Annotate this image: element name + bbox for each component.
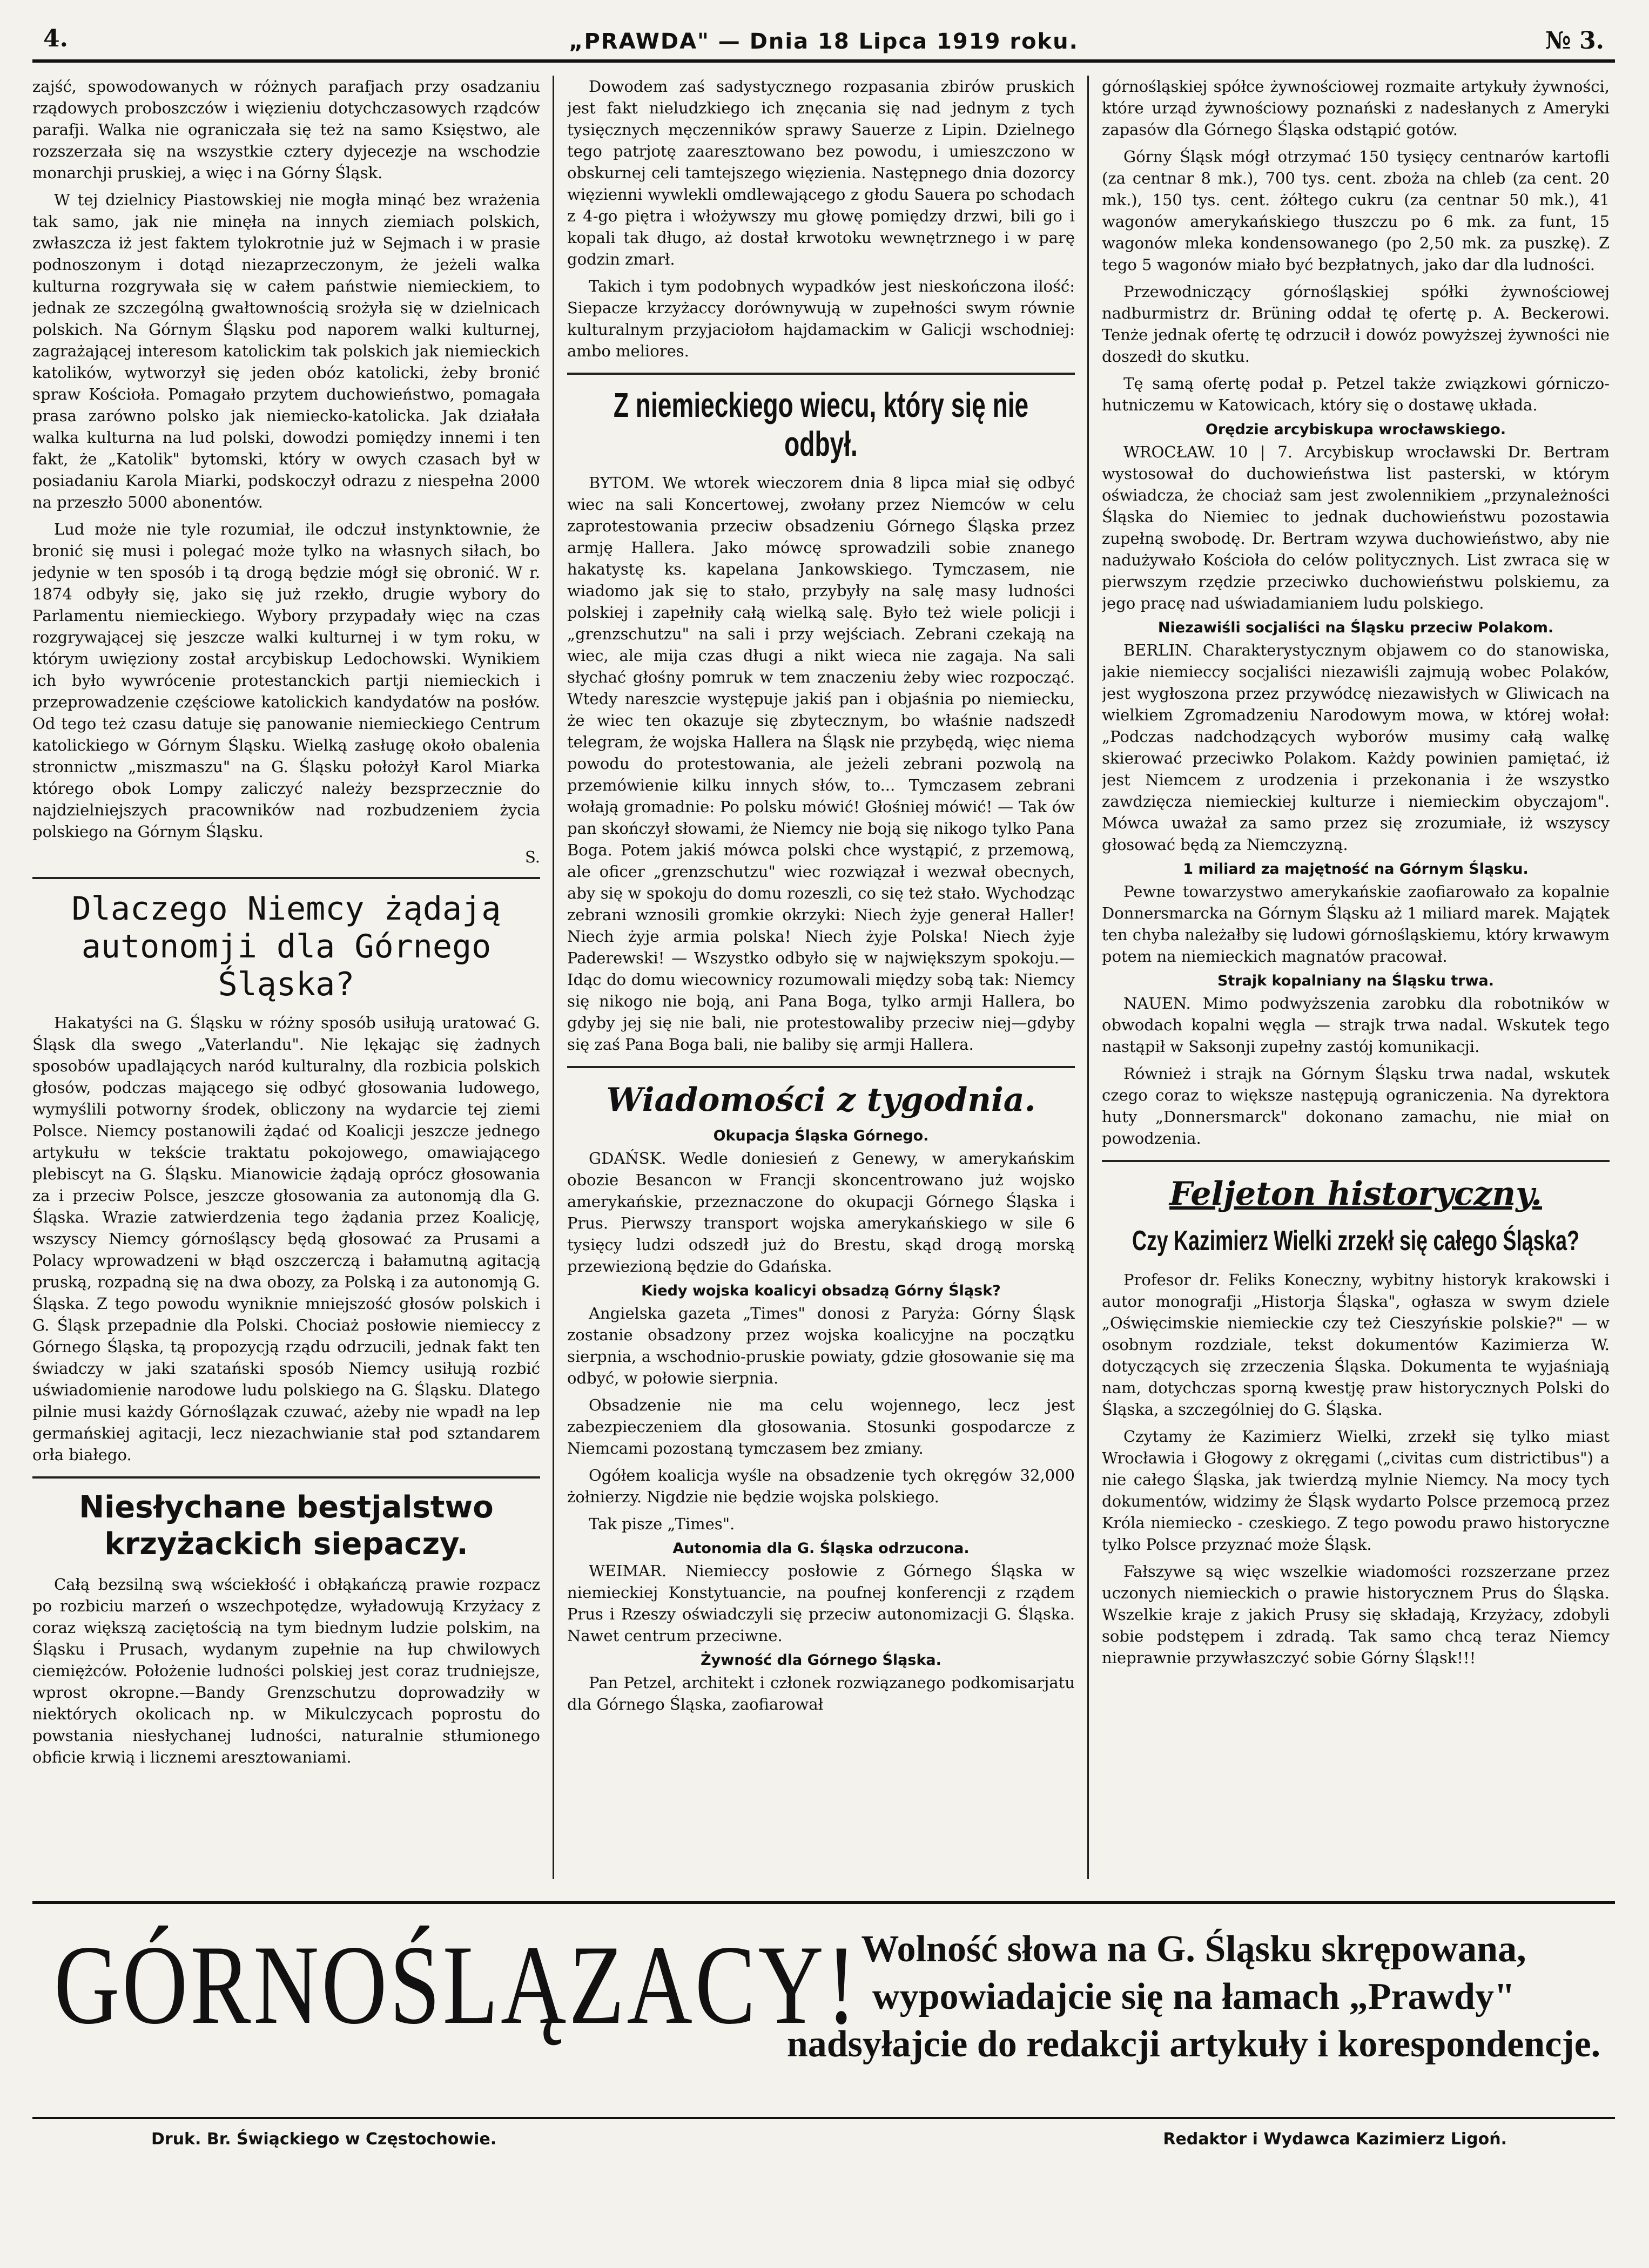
news-subheading: Okupacja Śląska Górnego. xyxy=(713,1128,929,1144)
news-subheading: Niezawiśli socjaliści na Śląsku przeciw Polakom. xyxy=(1157,619,1554,636)
column-1 xyxy=(32,76,540,1885)
section-headline: Wiadomości z tygodnia. xyxy=(606,1081,1036,1119)
article-paragraph: Ogółem koalicja wyśle na obsadzenie tych okręgów 32,000 żołnierzy. Nigdzie nie będzie wojska polskiego. xyxy=(567,1466,1075,1506)
article-paragraph: GDAŃSK. Wedle doniesień z Genewy, w amerykańskim obozie Besancon w Francji skoncentrowano już wojsko amerykańskie, przeznaczone do okupacji Górnego Śląska i Prus. Pierwszy transport wojska amerykańskiego w sile 6 tysięcy ludzi odszedł już do Brestu, skąd drogą morską przewiezioną będzie do Gdańska. xyxy=(567,1149,1075,1275)
news-subheading: Żywność dla Górnego Śląska. xyxy=(701,1652,941,1669)
section-divider xyxy=(1102,1160,1610,1162)
column-3 xyxy=(1102,76,1610,1885)
article-headline: Niesłychane bestjalstwo krzyżackich siepaczy. xyxy=(79,1490,494,1562)
page-header xyxy=(32,22,1615,63)
article-paragraph: Pewne towarzystwo amerykańskie zaofiarowało za kopalnie Donnersmarcka na Górnym Śląsku aż 1 miliard marek. Majątek ten chyba należałby się ludowi górnośląskiemu, który krwawym potem na niemieckich magnatów pracował. xyxy=(1102,882,1610,966)
news-subheading: Kiedy wojska koalicyi obsadzą Górny Śląsk? xyxy=(641,1282,1001,1299)
article-paragraph: Tak pisze „Times". xyxy=(589,1515,735,1533)
article-paragraph: Lud może nie tyle rozumiał, ile odczuł instynktownie, że bronić się musi i polegać może tylko na własnych siłach, bo jedynie w ten sposób i tą drogą będzie mógł się obronić. W r. 1874 odbyły się, jako się już rzekło, drugie wybory do Parlamentu niemieckiego. Wybory przypadały więc na czas rozgrywającej się jeszcze walki kulturnej i w tym roku, w którym uwięziony został arcybiskup Ledochowski. Wynikiem ich było wywrócenie protestanckich partji niemieckich i przeprowadzenie częściowe katolickich kandydatów na posłów. Od tego też czasu datuje się panowanie niemieckiego Centrum katolickiego w Górnym Śląsku. Wielką zasługę około obalenia stronnictw „miszmaszu" na G. Śląsku położył Karol Miarka którego obok Lompy zaliczyć należy bezsprzecznie do najdzielniejszych pracowników nad rozbudzeniem życia polskiego na Górnym Śląsku. xyxy=(32,520,540,841)
appeal-banner xyxy=(32,1901,1615,2093)
masthead-line: „PRAWDA" — Dnia 18 Lipca 1919 roku. xyxy=(569,29,1079,54)
article-paragraph: BERLIN. Charakterystycznym objawem co do stanowiska, jakie niemieccy socjaliści niezawiśli zajmują wobec Polaków, jest wygłoszona przez przywódcę niezawisłych w Gliwicach na wielkiem Zgromadzeniu Narodowym mowa, w której wołał: „Podczas nadchodzących wyborów musimy całą walkę skierować przeciwko Polakom. Każdy powinien pamiętać, iż jest Niemcem z urodzenia i przekonania i że wszystko zawdzięcza niemieckiej kulturze i niemieckim obyczajom". Mówca uważał za samo przez się zrozumiałe, iż wszyscy głosować będą za Niemczyzną. xyxy=(1102,641,1610,854)
editor-credit: Redaktor i Wydawca Kazimierz Ligoń. xyxy=(1163,2130,1507,2149)
section-divider xyxy=(32,877,540,879)
article-headline: Z niemieckiego wiecu, który się nie odbył. xyxy=(613,386,1029,463)
banner-line: wypowiadajcie się na łamach „Prawdy" xyxy=(872,1976,1515,2017)
news-subheading: Orędzie arcybiskupa wrocławskiego. xyxy=(1205,421,1506,438)
page-number: 4. xyxy=(43,25,68,52)
article-headline: Dlaczego Niemcy żądają autonomji dla Górnego Śląska? xyxy=(71,890,501,1003)
printer-credit: Druk. Br. Świąckiego w Częstochowie. xyxy=(151,2130,497,2149)
article-paragraph: WEIMAR. Niemieccy posłowie z Górnego Śląska w niemieckiej Konstytuancie, na poufnej konferencji z rządem Prus i Rzeszy oświadczyli się przeciw autonomizacji G. Śląska. Nawet centrum przeciwne. xyxy=(567,1562,1075,1645)
news-subheading: Autonomia dla G. Śląska odrzucona. xyxy=(672,1540,970,1557)
article-signature: S. xyxy=(524,848,540,866)
article-paragraph: górnośląskiej spółce żywnościowej rozmaite artykuły żywności, które urząd żywnościowy poznański z nadesłanych z Ameryki zapasów dla Górnego Śląska odstąpić gotów. xyxy=(1102,77,1610,139)
article-paragraph: Również i strajk na Górnym Śląsku trwa nadal, wskutek czego coraz to większe następują ograniczenia. Na dyrektora huty „Donnersmarck" dokonano zamachu, nie miał on powodzenia. xyxy=(1102,1064,1610,1148)
article-paragraph: W tej dzielnicy Piastowskiej nie mogła minąć bez wrażenia tak samo, jak nie minęła na innych ziemiach polskich, zwłaszcza iż jest faktem tylokrotnie już w Sejmach i w prasie podnoszonym i dotąd niezaprzeczonym, że jeżeli walka kulturna rozgrywała się w całem państwie niemieckiem, to jednak ze szczególną gwałtownością srożyła się w dzielnicach polskich. Na Górnym Śląsku pod naporem walki kulturnej, zagrażającej interesom katolickim tak polskich jak niemieckich katolików, wytworzył się jeden obóz katolicki, żeby bronić spraw Kościoła. Pomagało przytem duchowieństwo, pomagała prasa zarówno polsko jak niemiecko-katolicka. Jak działała walka kulturna na lud polski, dowodzi pomiędzy innemi i ten fakt, że „Katolik" bytomski, który w owych czasach był w posiadaniu Karola Miarki, podskoczył odrazu z niespełna 2000 na przeszło 5000 abonentów. xyxy=(32,191,540,511)
article-paragraph: Angielska gazeta „Times" donosi z Paryża: Górny Śląsk zostanie obsadzony przez wojska koalicyjne na początku sierpnia, a wschodnio-pruskie powiaty, gdzie głosowanie się ma odbyć, w połowie sierpnia. xyxy=(567,1304,1075,1387)
article-paragraph: WROCŁAW. 10 | 7. Arcybiskup wrocławski Dr. Bertram wystosował do duchowieństwa list pasterski, w którym oświadcza, że chociaż sam jest zwolennikiem „przynależności Śląska do Niemiec to jednak duchowieństwu pozostawia zupełną swobodę. Dr. Bertram wzywa duchowieństwo, aby nie nadużywało Kościoła do celów politycznych. List zwraca się w pierwszym rzędzie przeciwko duchowieństwu polskiemu, za jego pracę nad uświadamianiem ludu polskiego. xyxy=(1102,443,1610,612)
article-paragraph: Przewodniczący górnośląskiej spółki żywnościowej nadburmistrz dr. Brüning oddał tę ofertę p. A. Beckerowi. Tenże jednak ofertę tę odrzucił i dowóz powyższej żywności nie doszedł do skutku. xyxy=(1102,282,1610,366)
article-paragraph: Całą bezsilną swą wściekłość i obłąkańczą prawie rozpacz po rozbiciu marzeń o wszechpotędze, wyładowują Krzyżacy z coraz większą zaciętością na tym biednym ludzie polskim, na Śląsku i Prusach, wydanym zupełnie na łup chwilowych ciemiężców. Położenie ludności polskiej jest coraz trudniejsze, wprost okropne.—Bandy Grenzschutzu doprowadziły w niektórych okolicach np. w Mikulczycach poprostu do powstania niesłychanej ludności, naturalnie stłumionego obficie krwią i licznemi aresztowaniami. xyxy=(32,1575,540,1766)
article-paragraph: BYTOM. We wtorek wieczorem dnia 8 lipca miał się odbyć wiec na sali Koncertowej, zwołany przez Niemców w celu zaprotestowania przeciw obsadzeniu Górnego Śląska przez armję Hallera. Jako mówcę sprowadzili sobie znanego hakatystę ks. kapelana Jankowskiego. Tymczasem, nie wiadomo jak się to stało, przybyły na salę masy ludności polskiej i zapełniły całą wielką salę. Było też wiele policji i „grenzschutzu" na sali i przy wejściach. Zebrani czekają na wiec, ale mija czas długi a nikt wieca nie zagaja. Na sali słychać głośny pomruk w tem znaczeniu żeby wiec rozpocząć. Wtedy nareszcie występuje jakiś pan i objaśnia po niemiecku, że wiec ten okazuje się zbytecznym, bo właśnie nadszedł telegram, że wojska Hallera na Śląsk nie przybędą, więc niema powodu do protestowania, ale jeżeli zebrani pozwolą na przemówienie kilku innych słów, to... Tymczasem zebrani wołają gromadnie: Po polsku mówić! Głośniej mówić! — Tak ów pan skończył słowami, że Niemcy nie boją się nikogo tylko Pana Boga. Potem jakiś mówca polski chce wystąpić, z przemową, ale oficer „grenzschutzu" wiec rozwiązał i wezwał obecnych, aby się w spokoju do domu rozeszli, co się też stało. Wychodząc zebrani wznosili gromkie okrzyki: Niech żyje generał Haller! Niech żyje armia polska! Niech żyje Polska! Niech żyje Paderewski! — Wszystko odbyło się w największym spokoju.—Idąc do domu wiecownicy rozumowali między sobą tak: Niemcy się nikogo nie boją, ani Pana Boga, tylko armji Hallera, bo gdyby jej się nie bali, nie protestowaliby przeciw niej—gdyby się zaś Pana Boga bali, nie baliby się armji Hallera. xyxy=(567,474,1075,1054)
column-rule xyxy=(1087,76,1089,1879)
article-paragraph: Dowodem zaś sadystycznego rozpasania zbirów pruskich jest fakt nieludzkiego ich znęcania się nad jednym z tych tysięcznych męczenników sprawy Sauerze z Lipin. Dzielnego tego patrjotę zaaresztowano bez powodu, i umieszczono w obskurnej celi tamtejszego więzienia. Następnego dnia dozorcy więzienni wywlekli omdlewającego z głodu Sauera po schodach z 4-go piętra i włożywszy mu głowę pomiędzy drzwi, bili go i kopali tak długo, aż dostał krwotoku wewnętrznego i w parę godzin zmarł. xyxy=(567,77,1075,268)
article-paragraph: Hakatyści na G. Śląsku w różny sposób usiłują uratować G. Śląsk dla swego „Vaterlandu". Nie lękając się żadnych sposobów upadlających naród kulturalny, dla rozbicia polskich głosów, podczas mającego się odbyć głosowania ludowego, wymyślili potworny środek, obliczony na wydarcie tej ziemi Polsce. Niemcy postanowili żądać od Koalicji jeszcze jednego artykułu w tekście traktatu pokojowego, omawiającego plebiscyt na G. Śląsku. Mianowicie żądają oprócz głosowania za i przeciw Polsce, jeszcze głosowania za autonomją dla G. Śląska. Wrazie zatwierdzenia tego żądania przez Koalicję, wszyscy Niemcy górnośląscy będą głosować za Prusami a Polacy wprowadzeni w błąd oszczerczą i bałamutną agitacją pruską, rozpadną się na dwa obozy, za Polską i za autonomją G. Śląska. Z tego powodu wyniknie mniejszość głosów polskich i G. Śląsk przepadnie dla Polski. Chociaż posłowie niemieccy z Górnego Śląska, tą propozycją rządu odrzucili, jednak fakt ten świadczy w jaki szatański sposób Niemcy usiłują rozbić uświadomienie narodowe ludu polskiego na G. Śląsku. Dlatego pilnie musi każdy Górnoślązak czuwać, ażeby nie wpadł na lep germańskiej agitacji, lecz niezachwianie stał pod sztandarem orła białego. xyxy=(32,1014,540,1464)
column-rule xyxy=(553,76,554,1879)
article-paragraph: Pan Petzel, architekt i członek rozwiązanego podkomisarjatu dla Górnego Śląska, zaofiarował xyxy=(567,1673,1075,1713)
section-headline: Feljeton historyczny. xyxy=(1169,1175,1542,1213)
banner-headline: GÓRNOŚLĄZACY! xyxy=(54,1922,859,2048)
article-paragraph: Górny Śląsk mógł otrzymać 150 tysięcy centnarów kartofli (za centnar 8 mk.), 700 tys. cent. zboża na chleb (za cent. 20 mk.), 150 tys. cent. żółtego cukru (za centnar 50 mk.), 41 wagonów amerykańskiego tłuszczu po 6 mk. za funt, 15 wagonów mleka kondensowanego (po 2,50 mk. za puszkę). Z tego 5 wagonów miało być bezpłatnych, jako dar dla ludności. xyxy=(1102,147,1610,274)
section-divider xyxy=(567,373,1075,375)
article-paragraph: NAUEN. Mimo podwyższenia zarobku dla robotników w obwodach kopalni węgla — strajk trwa nadal. Wskutek tego nastąpił w Saksonji zupełny zastój komunikacji. xyxy=(1102,994,1610,1056)
news-subheading: 1 miliard za majętność na Górnym Śląsku. xyxy=(1183,861,1529,878)
newspaper-page xyxy=(32,22,1615,2246)
news-subheading: Strajk kopalniany na Śląsku trwa. xyxy=(1217,973,1495,989)
section-divider xyxy=(32,1476,540,1479)
article-paragraph: Fałszywe są więc wszelkie wiadomości rozszerzane przez uczonych niemieckich o prawie historycznem Prus do Śląska. Wszelkie kraje z jakich Prusy się składają, Krzyżacy, zdobyli sobie podstępem i zdradą. Tak samo chcą teraz Niemcy nieprawnie przywłaszczyć sobie Górny Śląsk!!! xyxy=(1102,1562,1610,1667)
article-paragraph: Czytamy że Kazimierz Wielki, zrzekł się tylko miast Wrocławia i Głogowy z okręgami („civitas cum districtibus") a nie całego Śląska, jak twierdzą mylnie Niemcy. Na mocy tych dokumentów, widzimy że Śląsk wydarto Polsce przemocą przez Króla niemiecko - czeskiego. Z tego powodu prawo historyczne tylko Polsce przyznać może Śląsk. xyxy=(1102,1427,1610,1554)
article-paragraph: Tę samą ofertę podał p. Petzel także związkowi górniczo-hutniczemu w Katowicach, który się o dostawę układa. xyxy=(1102,374,1610,414)
column-2 xyxy=(567,76,1075,1885)
issue-number: № 3. xyxy=(1545,27,1604,55)
article-headline: Czy Kazimierz Wielki zrzekł się całego Śląska? xyxy=(1132,1225,1579,1257)
banner-text xyxy=(778,1926,1610,2068)
article-paragraph: zajść, spowodowanych w różnych parafjach przy osadzaniu rządowych proboszczów i więzieniu dotychczasowych rządców parafji. Walka nie ograniczała się też na samo Księstwo, ale rozszerzała się na wszystkie cztery dyjecezje na wschodzie monarchji pruskiej, a więc i na Górny Śląsk. xyxy=(32,77,540,182)
section-divider xyxy=(567,1066,1075,1068)
page-footer xyxy=(32,2117,1615,2162)
article-paragraph: Profesor dr. Feliks Koneczny, wybitny historyk krakowski i autor monografji „Historja Śląska", ogłasza w swym dziele „Oświęcimskie niemieckie czy też Cieszyńskie polskie?" — w osobnym rozdziale, tekst dokumentów Kazimierza W. dotyczących się zrzeczenia Śląska. Dokumenta te wyjaśniają nam, dotychczas sporną kwestję praw historycznych Polski do Śląska, a szczególniej do G. Śląska. xyxy=(1102,1271,1610,1419)
article-paragraph: Obsadzenie nie ma celu wojennego, lecz jest zabezpieczeniem dla głosowania. Stosunki gospodarcze z Niemcami pozostaną tymczasem bez zmiany. xyxy=(567,1396,1075,1457)
banner-line: nadsyłajcie do redakcji artykuły i korespondencje. xyxy=(786,2023,1601,2065)
article-paragraph: Takich i tym podobnych wypadków jest nieskończona ilość: Siepacze krzyżaccy dorównywują w zupełności swym równie kulturalnym przyjaciołom hajdamackim w Galicji wschodniej: ambo meliores. xyxy=(567,277,1075,360)
banner-line: Wolność słowa na G. Śląsku skrępowana, xyxy=(861,1928,1526,1970)
